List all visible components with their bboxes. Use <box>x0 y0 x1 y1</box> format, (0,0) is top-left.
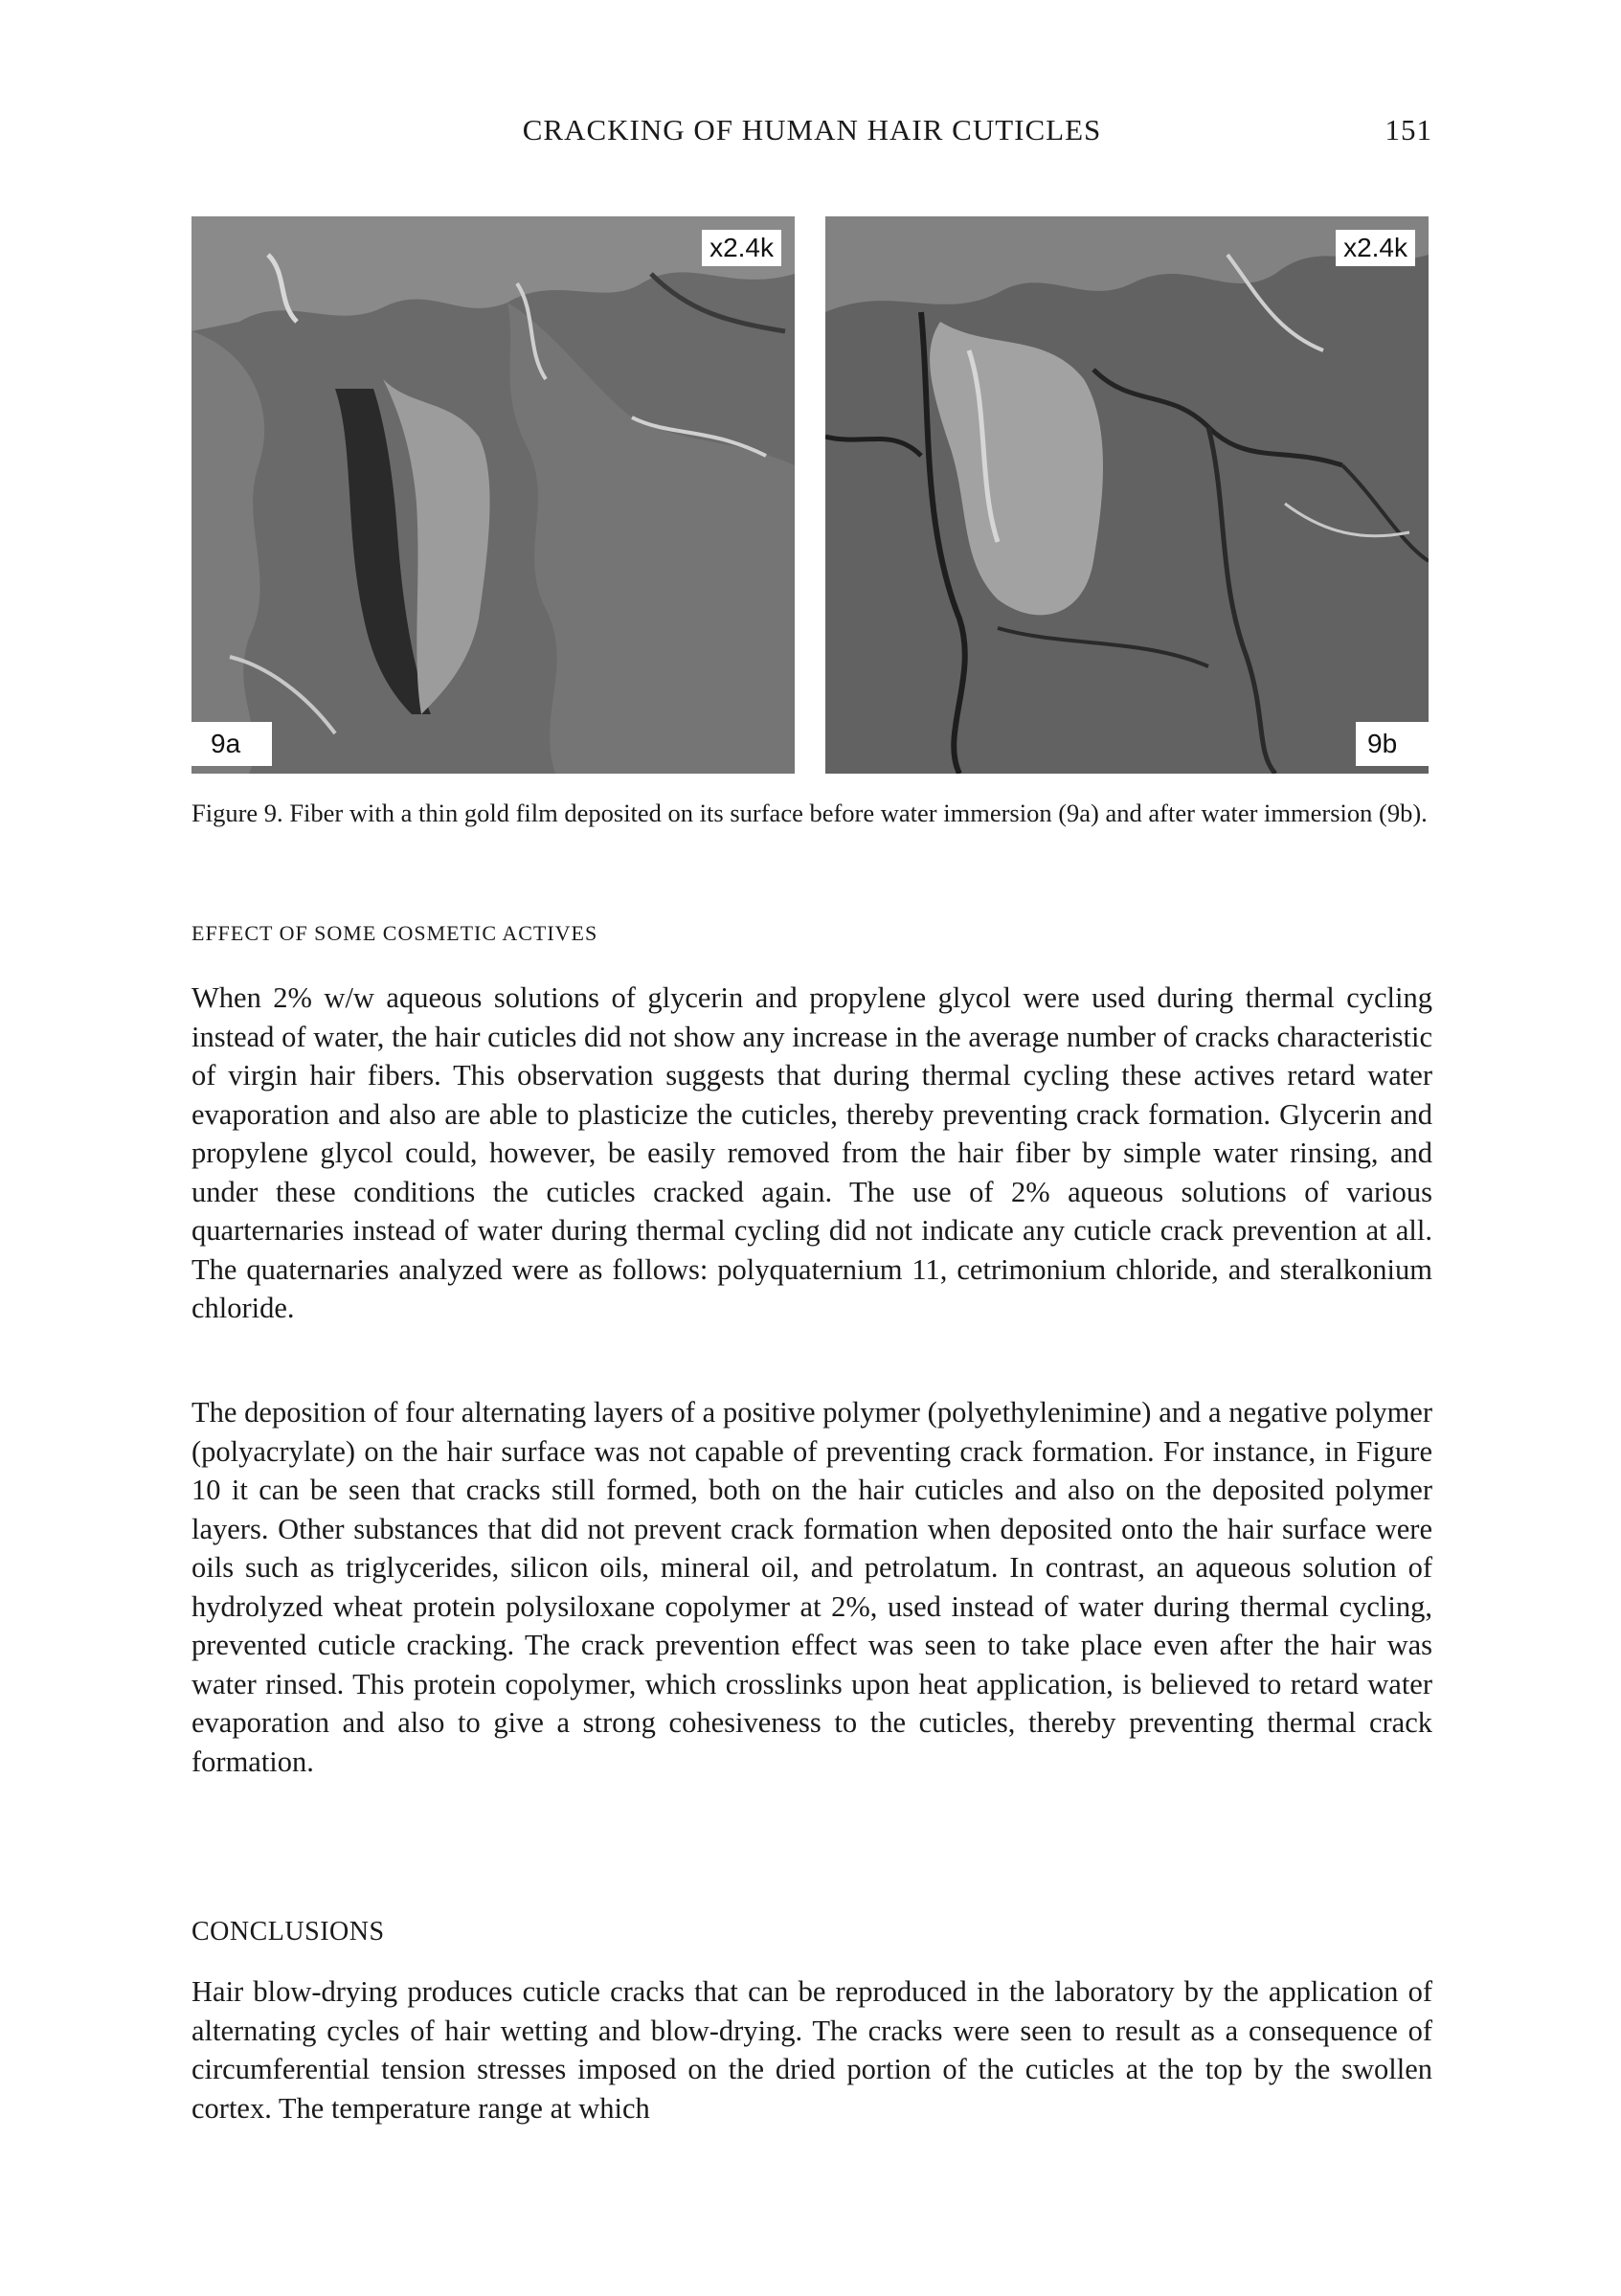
caption-text: Fiber with a thin gold film deposited on its surface before water immersion (9a) and after water immersion (9b). <box>289 799 1428 827</box>
panel-label-9b: 9b <box>1356 722 1429 766</box>
figure-9 <box>191 216 1432 774</box>
paragraph-effect-1: When 2% w/w aqueous solutions of glycerin and propylene glycol were used during thermal cycling instead of water, the hair cuticles did not show any increase in the average number of cracks characteristic of virgin hair fibers. This observation suggests that during thermal cycling these actives retard water evaporation and also are able to plasticize the cuticles, thereby preventing crack formation. Glycerin and propylene glycol could, however, be easily removed from the hair fiber by simple water rinsing, and under these conditions the cuticles cracked again. The use of 2% aqueous solutions of various quarternaries instead of water during thermal cycling did not indicate any cuticle crack prevention at all. The quaternaries analyzed were as follows: polyquaternium 11, cetrimonium chloride, and steralkonium chloride. <box>191 981 1432 1324</box>
figure-caption <box>191 795 1432 831</box>
paragraph-conclusions: Hair blow-drying produces cuticle cracks that can be reproduced in the laboratory by the application of alternating cycles of hair wetting and blow-drying. The cracks were seen to result as a consequence of circumferential tension stresses imposed on the dried portion of the cuticles at the top by the swollen cortex. The temperature range at which <box>191 1975 1432 2125</box>
paragraph-effect-2: The deposition of four alternating layers of a positive polymer (polyethylenimine) and a negative polymer (polyacrylate) on the hair surface was not capable of preventing crack formation. For instance, in Figure 10 it can be seen that cracks still formed, both on the hair cuticles and also on the deposited polymer layers. Other substances that did not prevent crack formation when deposited onto the hair surface were oils such as triglycerides, silicon oils, mineral oil, and petrolatum. In contrast, an aqueous solution of hydrolyzed wheat protein polysiloxane copolymer at 2%, used instead of water during thermal cycling, prevented cuticle cracking. The crack prevention effect was seen to take place even after the hair was water rinsed. This protein copolymer, which crosslinks upon heat application, is believed to retard water evaporation and also to give a strong cohesiveness to the cuticles, thereby preventing thermal crack formation. <box>191 1396 1432 1778</box>
magnification-label-9a: x2.4k <box>702 230 781 266</box>
section-heading-conclusions: CONCLUSIONS <box>191 1917 385 1947</box>
sem-image-9a <box>191 216 795 774</box>
magnification-label-9b: x2.4k <box>1336 230 1415 266</box>
section-heading-effect: EFFECT OF SOME COSMETIC ACTIVES <box>191 921 598 945</box>
sem-micrograph-9b <box>825 216 1429 774</box>
caption-label: Figure 9. <box>191 799 283 827</box>
sem-image-9b <box>825 216 1429 774</box>
running-title: CRACKING OF HUMAN HAIR CUTICLES <box>522 113 1102 146</box>
page-header <box>191 113 1432 161</box>
page-number: 151 <box>1385 113 1432 146</box>
sem-micrograph-9a <box>191 216 795 774</box>
panel-label-9a: 9a <box>191 722 272 766</box>
